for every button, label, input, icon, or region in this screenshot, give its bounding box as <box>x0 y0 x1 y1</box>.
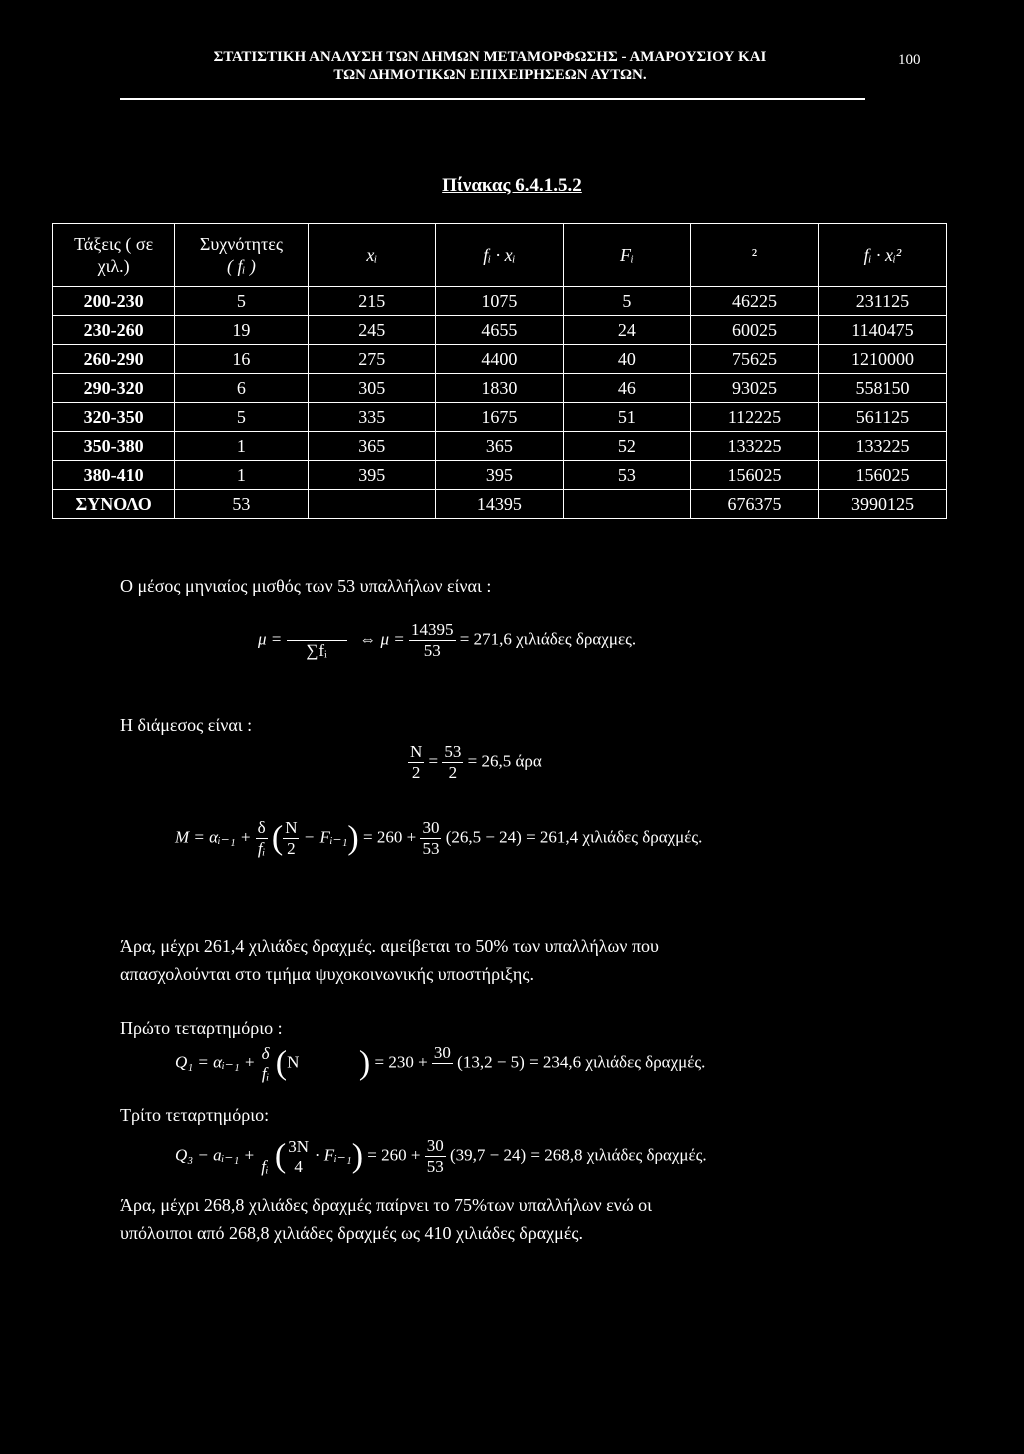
table-row <box>53 403 947 432</box>
table-cell: 365 <box>308 432 435 461</box>
total-label: ΣΥΝΟΛΟ <box>53 490 175 519</box>
table-row <box>53 461 947 490</box>
table-cell: 1 <box>175 461 308 490</box>
table-cell: 40 <box>563 345 690 374</box>
header-classes: Τάξεις ( σε χιλ.) <box>53 224 175 287</box>
table-cell: 133225 <box>818 432 946 461</box>
total-cell: 53 <box>175 490 308 519</box>
table-cell: 24 <box>563 316 690 345</box>
table-cell: 395 <box>436 461 564 490</box>
table-cell: 231125 <box>818 287 946 316</box>
table-row <box>53 345 947 374</box>
header-frequency: Συχνότητες ( fᵢ ) <box>175 224 308 287</box>
table-cell: 245 <box>308 316 435 345</box>
total-cell <box>308 490 435 519</box>
class-interval-cell: 320-350 <box>53 403 175 432</box>
total-cell: 676375 <box>691 490 819 519</box>
median-half-formula: $\frac{N}{2}$ = $\frac{53}{2}$ = 26,5 άρα <box>410 742 542 782</box>
table-cell: 4400 <box>436 345 564 374</box>
page-number: 100 <box>898 52 921 68</box>
total-cell: 3990125 <box>818 490 946 519</box>
mean-intro: Ο μέσος μηνιαίος μισθός των 53 υπαλλήλων είναι : <box>120 576 492 596</box>
header-fi-xi: fᵢ · xᵢ <box>436 224 564 287</box>
median-conclusion-line1: Άρα, μέχρι 261,4 χιλιάδες δραχμές. αμείβεται το 50% των υπαλλήλων που <box>120 936 659 956</box>
table-cell: 275 <box>308 345 435 374</box>
header-title-line1: ΣΤΑΤΙΣΤΙΚΗ ΑΝΑΛΥΣΗ ΤΩΝ ΔΗΜΩΝ ΜΕΤΑΜΟΡΦΩΣΗΣ - ΑΜΑΡΟΥΣΙΟΥ ΚΑΙ <box>213 49 767 65</box>
table-cell: 5 <box>175 287 308 316</box>
table-cell: 93025 <box>691 374 819 403</box>
median-conclusion-line2: απασχολούνται στο τμήμα ψυχοκοινωνικής υποστήριξης. <box>120 964 534 984</box>
table-cell: 558150 <box>818 374 946 403</box>
table-cell: 561125 <box>818 403 946 432</box>
q3-formula: Q₃ − aᵢ₋₁ + fᵢ ( 3N 4 · Fᵢ₋₁) = 260 + $\frac{30}{53}$ (39,7 − 24) = 268,8 χιλιάδες δραχμές. <box>175 1136 707 1176</box>
table-cell: 1210000 <box>818 345 946 374</box>
table-cell: 46 <box>563 374 690 403</box>
running-header <box>110 48 870 84</box>
class-interval-cell: 290-320 <box>53 374 175 403</box>
table-cell: 52 <box>563 432 690 461</box>
table-cell: 1140475 <box>818 316 946 345</box>
total-cell: 14395 <box>436 490 564 519</box>
table-cell: 215 <box>308 287 435 316</box>
table-cell: 156025 <box>691 461 819 490</box>
median-intro: Η διάμεσος είναι : <box>120 715 253 735</box>
table-cell: 1830 <box>436 374 564 403</box>
table-cell: 335 <box>308 403 435 432</box>
class-interval-cell: 350-380 <box>53 432 175 461</box>
total-cell <box>563 490 690 519</box>
header-xi: xᵢ <box>308 224 435 287</box>
header-xi-squared: ² <box>691 224 819 287</box>
table-cell: 6 <box>175 374 308 403</box>
table-cell: 1 <box>175 432 308 461</box>
table-cell: 365 <box>436 432 564 461</box>
table-row <box>53 316 947 345</box>
table-cell: 395 <box>308 461 435 490</box>
header-fi-xi-squared: fᵢ · xᵢ² <box>818 224 946 287</box>
mean-formula: μ = ∑fᵢ ⇔ μ = $\frac{14395}{53}$ = 271,6 χιλιάδες δραχμες. <box>258 620 637 660</box>
table-cell: 75625 <box>691 345 819 374</box>
table-cell: 53 <box>563 461 690 490</box>
table-row <box>53 374 947 403</box>
table-cell: 46225 <box>691 287 819 316</box>
table-total-row <box>53 490 947 519</box>
table-cell: 5 <box>175 403 308 432</box>
table-cell: 51 <box>563 403 690 432</box>
q1-formula: Q₁ = αᵢ₋₁ + δ fᵢ (N ) = 230 + 30 (13,2 − 5) = 234,6 χιλιάδες δραχμές. <box>175 1043 706 1083</box>
table-cell: 60025 <box>691 316 819 345</box>
class-interval-cell: 230-260 <box>53 316 175 345</box>
final-conclusion-line1: Άρα, μέχρι 268,8 χιλιάδες δραχμές παίρνει το 75%των υπαλλήλων ενώ οι <box>120 1195 653 1215</box>
table-caption: Πίνακας 6.4.1.5.2 <box>442 175 582 196</box>
table-cell: 1675 <box>436 403 564 432</box>
header-title-line2: ΤΩΝ ΔΗΜΟΤΙΚΩΝ ΕΠΙΧΕΙΡΗΣΕΩΝ ΑΥΤΩΝ. <box>333 67 647 83</box>
table-row <box>53 432 947 461</box>
table-cell: 133225 <box>691 432 819 461</box>
table-header-row <box>53 224 947 287</box>
table-cell: 19 <box>175 316 308 345</box>
header-rule <box>120 98 865 100</box>
q3-intro: Τρίτο τεταρτημόριο: <box>120 1105 270 1125</box>
table-cell: 4655 <box>436 316 564 345</box>
table-cell: 5 <box>563 287 690 316</box>
table-row <box>53 287 947 316</box>
table-cell: 112225 <box>691 403 819 432</box>
class-interval-cell: 200-230 <box>53 287 175 316</box>
frequency-table <box>52 223 947 519</box>
class-interval-cell: 380-410 <box>53 461 175 490</box>
table-cell: 16 <box>175 345 308 374</box>
header-Fi: Fᵢ <box>563 224 690 287</box>
table-cell: 156025 <box>818 461 946 490</box>
q1-intro: Πρώτο τεταρτημόριο : <box>120 1018 283 1038</box>
median-formula: M = αᵢ₋₁ + $\frac{\delta}{\text{fᵢ}}$ ( $\frac{N}{2}$ − Fᵢ₋₁) = 260 + $\frac{30}{53}$ (26,5 − 24) = 261,4 χιλιάδες δραχμές. <box>175 818 703 858</box>
class-interval-cell: 260-290 <box>53 345 175 374</box>
table-cell: 1075 <box>436 287 564 316</box>
table-cell: 305 <box>308 374 435 403</box>
final-conclusion-line2: υπόλοιποι από 268,8 χιλιάδες δραχμές ως 410 χιλιάδες δραχμές. <box>120 1223 583 1243</box>
